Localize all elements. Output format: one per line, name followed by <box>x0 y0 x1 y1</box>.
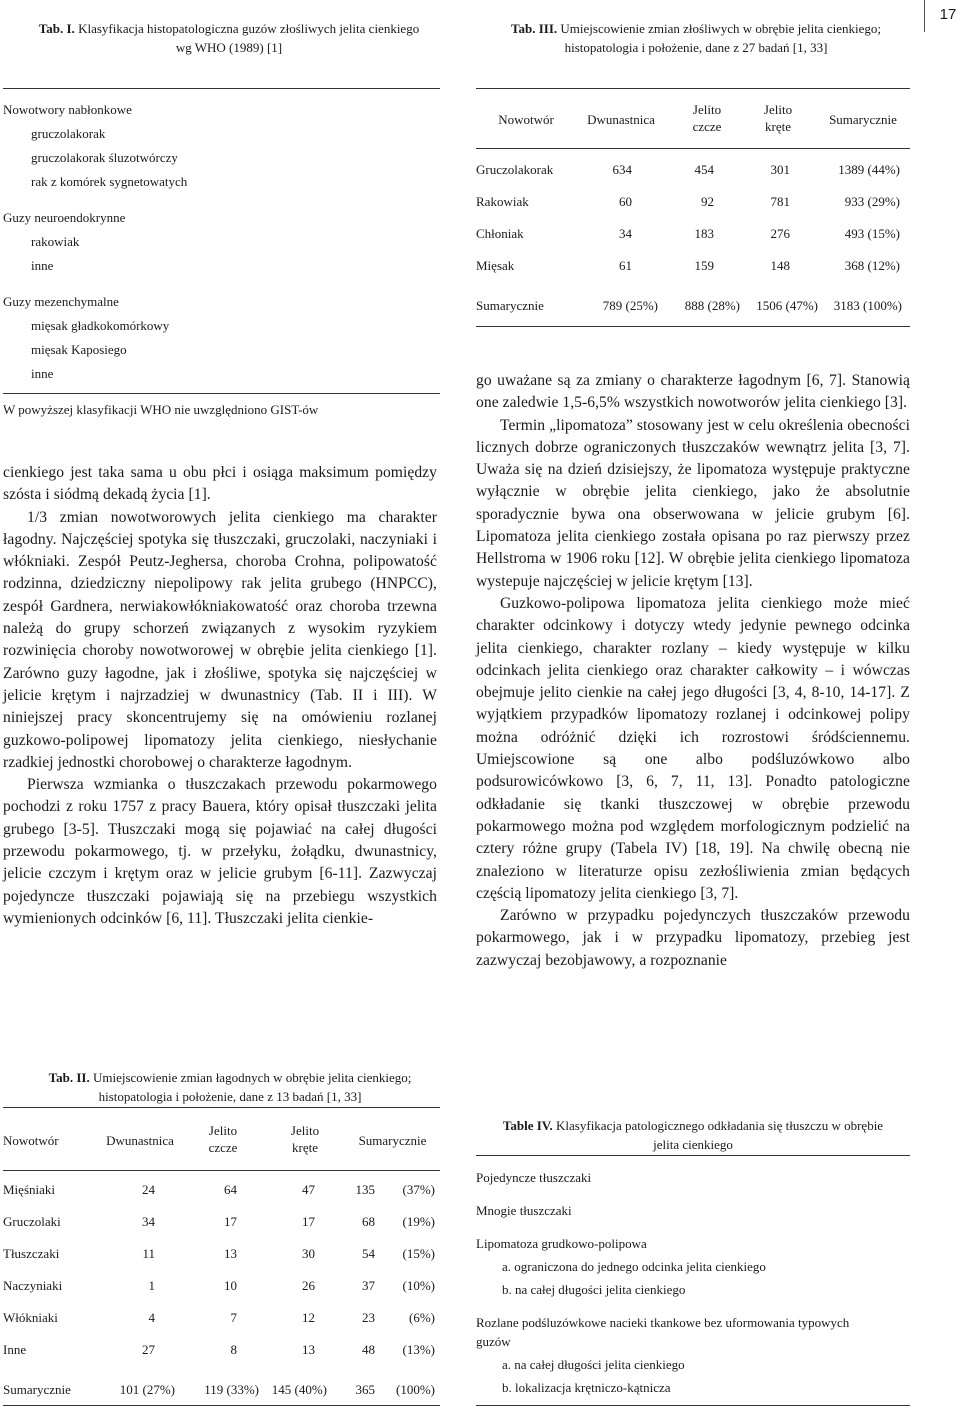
tab2-row-cell: 68 <box>362 1214 375 1229</box>
tab2-row-cell: 13 <box>224 1246 237 1261</box>
tab3-top-rule <box>476 88 910 89</box>
tab3-row-cell: 933 (29%) <box>844 194 900 209</box>
tab2-total-cell: 145 (40%) <box>271 1382 327 1397</box>
body-left <box>3 462 437 930</box>
tab4-item <box>476 1168 866 1187</box>
tab2-row-cell: 12 <box>302 1310 315 1325</box>
tab2-header-rule <box>3 1170 440 1171</box>
tab2-row-cell: 13 <box>302 1342 315 1357</box>
tab2-row <box>3 1276 440 1296</box>
tab2-row-cell: 30 <box>302 1246 315 1261</box>
tab1-group-item: mięsak gładkokomórkowy <box>31 318 170 333</box>
tab2-header-krete: Jelito kręte <box>290 1123 320 1155</box>
tab4-bottom-rule <box>476 1405 910 1406</box>
tab3-row-cell: 634 <box>612 162 632 177</box>
tab2-header-nowotwor: Nowotwór <box>3 1133 59 1148</box>
tab2-row-cell: 27 <box>142 1342 155 1357</box>
tab2-row <box>3 1212 440 1232</box>
tab2-row-cell: (13%) <box>402 1342 435 1357</box>
tab3-row-cell: 781 <box>770 194 790 209</box>
body-left-p2: 1/3 zmian nowotworowych jelita cienkiego ma charakter łagodny. Najczęściej spotyka się tłuszczaki, gruczolaki, naczyniaki i włókniaki. Zespół Peutz-Jeghersa, choroba Crohna, polipowatość rodzinna, dziedziczny niepolipowy rak jelita grubego (HNPCC), zespół Gardnera, nerwiakowłókniakowatość oraz choroba trzewna należą do grupy schorzeń związanych z wysokim ryzykiem rozwinięcia choroby nowotworowej w obrębie jelita cienkiego [1]. Zarówno guzy łagodne, jak i złośliwe, spotyka się najczęściej w jelicie krętym i najrzadziej w dwunastnicy (Tab. II i III). W niniejszej pracy skoncentrujemy się na omówieniu rozlanej guzkowo-polipowej lipomatozy jelita cienkiego, niesłychanie rzadkiej jednostki chorobowej o charakterze łagodnym. <box>3 508 437 771</box>
tab2-row-cell: 4 <box>148 1310 155 1325</box>
tab4-caption-text: Klasyfikacja patologicznego odkładania się tłuszczu w obrębie jelita cienkiego <box>556 1118 884 1152</box>
tab3-header <box>476 101 910 141</box>
tab3-total-cell: 3183 (100%) <box>833 298 902 313</box>
tab2-row-cell: 24 <box>142 1182 155 1197</box>
tab1-list <box>3 98 440 386</box>
tab2-row-cell: 34 <box>142 1214 155 1229</box>
tab3-row-cell: 368 (12%) <box>844 258 900 273</box>
tab2-header <box>3 1122 440 1162</box>
tab1-group-title: Guzy mezenchymalne <box>3 294 119 309</box>
tab2-row-cell: 54 <box>362 1246 375 1261</box>
tab3-header-krete: Jelito kręte <box>763 102 793 134</box>
tab2-caption <box>24 1068 436 1106</box>
tab3-row-cell: 60 <box>619 194 632 209</box>
tab3-row-cell: 159 <box>694 258 714 273</box>
tab1-group-item: inne <box>31 366 54 381</box>
tab2-caption-label: Tab. II. <box>48 1070 90 1085</box>
tab3-caption-text: Umiejscowienie zmian złośliwych w obrębie jelita cienkiego; histopatologia i położenie, dane z 27 badań [1, 33] <box>560 21 881 55</box>
tab2-header-dwunastnica: Dwunastnica <box>106 1133 174 1148</box>
tab2-row <box>3 1244 440 1264</box>
tab3-row <box>476 160 910 180</box>
tab1-note: W powyższej klasyfikacji WHO nie uwzględniono GIST-ów <box>3 402 319 417</box>
body-left-p1: cienkiego jest taka sama u obu płci i osiąga maksimum pomiędzy szósta i siódmą dekadą życia [1]. <box>3 464 437 504</box>
tab2-total-cell: (100%) <box>396 1382 435 1397</box>
tab3-header-nowotwor: Nowotwór <box>498 112 554 127</box>
tab2-row-cell: 47 <box>302 1182 315 1197</box>
tab2-row-cell: (19%) <box>402 1214 435 1229</box>
tab4-top-rule <box>476 1155 910 1156</box>
tab1-caption-text: Klasyfikacja histopatologiczna guzów złośliwych jelita cienkiego wg WHO (1989) [1] <box>78 21 420 55</box>
tab2-total-row <box>3 1380 440 1400</box>
tab1-group-item: mięsak Kaposiego <box>31 342 127 357</box>
tab1-group-title: Guzy neuroendokrynne <box>3 210 126 225</box>
tab3-row-cell: Mięsak <box>476 258 515 273</box>
body-right-p4: Zarówno w przypadku pojedynczych tłuszczaków przewodu pokarmowego, jak i w przypadku lipomatozy, przebieg jest zazwyczaj bezobjawowy, a rozpoznanie <box>476 907 910 969</box>
tab3-row <box>476 256 910 276</box>
tab4-item-title: Pojedyncze tłuszczaki <box>476 1170 592 1185</box>
tab2-row-cell: 10 <box>224 1278 237 1293</box>
body-right <box>476 370 910 972</box>
tab2-total-cell: 101 (27%) <box>119 1382 175 1397</box>
tab3-total-cell: 1506 (47%) <box>756 298 818 313</box>
tab2-row-cell: Naczyniaki <box>3 1278 63 1293</box>
tab3-header-rule <box>476 148 910 149</box>
tab3-caption-label: Tab. III. <box>511 21 558 36</box>
body-right-p3: Guzkowo-polipowa lipomatoza jelita cienkiego może mieć charakter odcinkowy i dotyczy wtedy jedynie pewnego odcinka jelita cienkiego, charakter rozlany – kiedy występuje w kilku odcinkach jelita cienkiego oraz charakter całkowity – i wówczas obejmuje jelito cienkie na całej jego długości [3, 4, 8-10, 14-17]. Z wyjątkiem przypadków lipomatozy rozlanej i odcinkowej polipy można odróżnić dzięki ich rozrostowi śródściennemu. Umiejscowione są one albo podśluzówkowo albo podsurowicówkowo [3, 6, 7, 11, 13]. Ponadto patologiczne odkładanie się tkanki tłuszczowej w obrębie przewodu pokarmowego można pod względem morfologicznym podzielić na cztery różne grupy (Tabela IV) [18, 19]. Na chwilę obecną nie znaleziono w literaturze opisu zezłośliwienia zmian będących częścią lipomatozy jelita cienkiego [3, 7]. <box>476 594 910 902</box>
tab1-group-item: inne <box>31 258 54 273</box>
tab2-total-cell: 119 (33%) <box>204 1382 259 1397</box>
tab4-caption-label: Table IV. <box>502 1118 553 1133</box>
tab2-row-cell: (6%) <box>409 1310 435 1325</box>
tab2-header-sumarycznie: Sumarycznie <box>358 1133 427 1148</box>
tab1-caption-label: Tab. I. <box>38 21 75 36</box>
tab2-row-cell: 8 <box>230 1342 237 1357</box>
tab2-row-cell: Włókniaki <box>3 1310 58 1325</box>
tab2-row-cell: Tłuszczaki <box>3 1246 60 1261</box>
tab1-group-item: gruczolakorak <box>31 126 106 141</box>
tab4-item-sub: b. lokalizacja krętniczo-kątnicza <box>502 1380 671 1395</box>
page-number: 17 <box>939 6 957 23</box>
tab2-row-cell: 37 <box>362 1278 375 1293</box>
tab2-row <box>3 1340 440 1360</box>
tab3-row-cell: Chłoniak <box>476 226 524 241</box>
tab4-item-sub: b. na całej długości jelita cienkiego <box>502 1282 686 1297</box>
tab2-total-cell: 365 <box>355 1382 375 1397</box>
tab2-row-cell: 23 <box>362 1310 375 1325</box>
body-left-p3: Pierwsza wzmianka o tłuszczakach przewodu pokarmowego pochodzi z roku 1757 z pracy Bauera, który opisał tłuszczaki jelita grubego [3-5]. Tłuszczaki mogą się pojawiać na całej długości przewodu pokarmowego, tj. w przełyku, żołądku, dwunastnicy, jelicie czczym i krętym oraz w jelicie grubym [6-11]. Zazwyczaj pojedyncze tłuszczaki pojawiają się na przebiegu wszystkich wymienionych odcinków [6, 11]. Tłuszczaki jelita cienkie- <box>3 776 437 927</box>
tab2-row-cell: (10%) <box>402 1278 435 1293</box>
tab2-row <box>3 1308 440 1328</box>
tab3-row-cell: 493 (15%) <box>844 226 900 241</box>
tab3-row <box>476 224 910 244</box>
tab3-row <box>476 192 910 212</box>
tab2-row <box>3 1180 440 1200</box>
tab3-row-cell: 34 <box>619 226 632 241</box>
tab2-row-cell: 135 <box>355 1182 375 1197</box>
tab1-top-rule <box>3 88 440 89</box>
page-number-divider <box>924 0 925 32</box>
tab2-row-cell: 11 <box>142 1246 155 1261</box>
tab2-caption-text: Umiejscowienie zmian łagodnych w obrębie jelita cienkiego; histopatologia i położenie, dane z 13 badań [1, 33] <box>92 1070 412 1104</box>
tab2-header-czcze: Jelito czcze <box>208 1123 238 1155</box>
tab3-row-cell: 276 <box>770 226 790 241</box>
tab3-row-cell: 1389 (44%) <box>838 162 900 177</box>
tab1-group-item: rakowiak <box>31 234 80 249</box>
tab2-total-cell: Sumarycznie <box>3 1382 71 1397</box>
tab3-row-cell: Rakowiak <box>476 194 529 209</box>
tab2-bottom-rule <box>3 1405 440 1406</box>
body-right-p2: Termin „lipomatoza” stosowany jest w celu określenia obecności licznych dobrze ograniczonych tłuszczaków wewnątrz jelita [3, 7]. Uważa się na dzień dzisiejszy, że lipomatoza występuje praktyczne wyłącznie w obrębie jelita cienkiego, jako że absolutnie sporadycznie bywa ona obserwowana w jelicie grubym [6]. Lipomatoza jelita cienkiego została opisana po raz pierwszy przez Hellstroma w 1906 roku [12]. W obrębie jelita cienkiego lipomatoza wystepuje najczęściej w jelicie krętym [13]. <box>476 416 910 590</box>
tab3-header-czcze: Jelito czcze <box>692 102 722 134</box>
tab2-row-cell: (15%) <box>402 1246 435 1261</box>
tab3-row-cell: 301 <box>770 162 790 177</box>
tab1-group <box>3 206 440 278</box>
tab4-item-title: Lipomatoza grudkowo-polipowa <box>476 1236 647 1251</box>
body-right-p1: go uważane są za zmiany o charakterze łagodnym [6, 7]. Stanowią one zaledwie 1,5-6,5% wszystkich nowotworów jelita cienkiego [3]. <box>476 372 910 412</box>
tab3-total-row <box>476 296 910 316</box>
tab3-header-dwunastnica: Dwunastnica <box>587 112 655 127</box>
tab3-row-cell: 92 <box>701 194 714 209</box>
tab4-caption <box>490 1116 896 1154</box>
tab3-row-cell: 183 <box>694 226 714 241</box>
tab2-row-cell: 64 <box>224 1182 237 1197</box>
tab3-row-cell: 61 <box>619 258 632 273</box>
tab2-row-cell: 26 <box>302 1278 315 1293</box>
tab3-bottom-rule <box>476 326 910 327</box>
tab3-total-cell: 789 (25%) <box>602 298 658 313</box>
tab1-group-item: rak z komórek sygnetowatych <box>31 174 188 189</box>
tab3-row-cell: 454 <box>694 162 714 177</box>
tab1-group-title: Nowotwory nabłonkowe <box>3 102 132 117</box>
tab3-row-cell: Gruczolakorak <box>476 162 554 177</box>
tab2-row-cell: (37%) <box>402 1182 435 1197</box>
tab2-row-cell: 48 <box>362 1342 375 1357</box>
tab3-row-cell: 148 <box>770 258 790 273</box>
tab4-item-title: Mnogie tłuszczaki <box>476 1203 572 1218</box>
tab2-row-cell: Inne <box>3 1342 27 1357</box>
tab1-bottom-rule <box>3 393 440 394</box>
tab2-top-rule <box>3 1107 440 1108</box>
tab4-item-sub: a. na całej długości jelita cienkiego <box>502 1357 685 1372</box>
tab1-group-item: gruczolakorak śluzotwórczy <box>31 150 178 165</box>
tab4-item <box>476 1201 866 1220</box>
tab4-item-sub: a. ograniczona do jednego odcinka jelita cienkiego <box>502 1259 766 1274</box>
tab2-row-cell: 17 <box>302 1214 315 1229</box>
tab1-group <box>3 290 440 386</box>
tab2-row-cell: 7 <box>230 1310 237 1325</box>
tab1-caption <box>34 19 424 57</box>
tab1-group <box>3 98 440 194</box>
tab3-caption <box>476 19 916 57</box>
tab2-row-cell: Gruczolaki <box>3 1214 61 1229</box>
tab4-item <box>476 1234 866 1299</box>
tab2-row-cell: Mięśniaki <box>3 1182 55 1197</box>
tab2-row-cell: 1 <box>148 1278 155 1293</box>
tab4-item <box>476 1313 866 1397</box>
tab3-total-cell: Sumarycznie <box>476 298 544 313</box>
tab3-total-cell: 888 (28%) <box>684 298 740 313</box>
tab2-row-cell: 17 <box>224 1214 237 1229</box>
tab4-list <box>476 1168 866 1411</box>
tab3-header-sumarycznie: Sumarycznie <box>829 112 897 127</box>
tab4-item-title: Rozlane podśluzówkowe nacieki tkankowe bez uformowania typowych guzów <box>476 1315 850 1349</box>
